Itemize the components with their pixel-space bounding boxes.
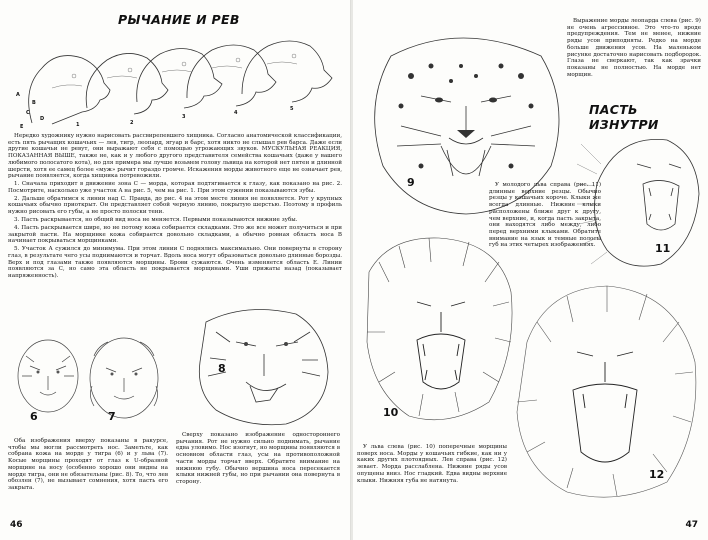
diagram-label-e: E xyxy=(20,124,24,130)
step-1-text: 1. Сначала приходит в движение зона С — морда, которая подтягивается к глазу, как показано на рис. 2. Посмотрите, насколько уже участок A на рис. 5, чем на рис. 1. При этом сужении показываются зубы. xyxy=(8,181,342,194)
caption-leopard xyxy=(567,18,701,80)
fig-number-8: 8 xyxy=(218,362,226,375)
page-heading-right: ПАСТЬ ИЗНУТРИ xyxy=(589,102,659,132)
body-text-left xyxy=(8,133,342,281)
fig-number-7: 7 xyxy=(108,410,116,423)
tiger-snarl-sketch xyxy=(186,302,336,428)
left-page xyxy=(0,0,351,540)
diagram-label-a: A xyxy=(16,92,20,98)
fig-number-9: 9 xyxy=(407,176,415,189)
stage-number-5: 5 xyxy=(290,106,294,112)
intro-paragraph: Нередко художнику нужно нарисовать рассвирепевшего хищника. Согласно анатомической классификации, есть пять рычащих кошачьих — лев, тигр, леопард, ягуар и барс, хотя никто не слышал рев барса. Даже если другие кошачьи не ревут, они выражают себя с помощью угрожающих звуков. МУСКУЛЬНАЯ РЕАКЦИЯ, ПОКАЗАННАЯ ВЫШЕ, также не, как и у любого другого представителя семейства кошачьих (даже у вашего любимого полосатого кота), но для примера мы лучше возьмем голову львица на которой нет пятен и длинной шерсти, хотя ее самец более «муж» рычит гораздо громче. Искажения морды животного еще не означает рев, рычание появляется, когда хищника потревожили. xyxy=(8,133,342,180)
fig-number-12: 12 xyxy=(649,468,665,481)
diagram-label-d: D xyxy=(40,116,45,122)
stage-number-3: 3 xyxy=(182,114,186,120)
diagram-label-b: B xyxy=(32,100,36,106)
page-heading-left: РЫЧАНИЕ И РЕВ xyxy=(118,12,240,27)
step-5-text: 5. Участок А сужился до минимума. При этом линии С поднялись максимально. Они повернуты в сторону глаз, в результате чего усы поднимаются и торчат. Вдоль носа могут образоваться довольно длинные борозды. Верх и под глазами также появляются морщины. Брови сужаются. Очень изменяется область Е. Линии появляются за С, но само эта область не покрывается морщинами. Уши прижаты назад (показывает напряженность). xyxy=(8,246,342,279)
lion-yawning-sketch xyxy=(507,282,703,506)
stage-number-1: 1 xyxy=(76,122,80,128)
diagram-label-c: C xyxy=(26,110,30,116)
step-3-text: 3. Пасть раскрывается, но общий вид носа не меняется. Первыми показываются нижние зубы. xyxy=(14,217,298,223)
caption-text-11: У молодого льва справа (рис. 11) длинные верхние резцы. Обычно резцы у кошачьих короче. Клыки же всегда длинные. Нижние клыки расположены ближе друг к другу, чем верхние, и, когда пасть закрыта, они находятся либо между, либо перед верхними клыками. Обратите внимание на язык и темные полосы губ на этих четырех изображениях. xyxy=(489,182,601,249)
caption-text-9: Выражение морды леопарда слева (рис. 9) не очень агрессивное. Это что-то вроде предупреждения. Тем не менее, нижние ряды усов приподняты. Редко на морде больше движения усов. На маленьком рисунке достаточно нарисовать подбородок. Глаза не сверкают, так как зрачки показаны не полностью. На морде нет морщин. xyxy=(567,18,701,78)
caption-text-10-12: У льва слева (рис. 10) поперечные морщины поверх носа. Морды у кошачьих гибкие, как ни у каких других плотоядных. Лев справа (рис. 12) зевает. Морда расслаблена. Нижние ряды усов опущены вниз. Нос гладкий. Едва видны верхние клыки. Нижняя губа не натянута. xyxy=(357,444,507,484)
caption-lions xyxy=(357,444,507,485)
caption-bottom-left xyxy=(8,438,168,493)
step-4-text: 4. Пасть раскрывается шире, но не потому кожа собирается складками. Это же все может получиться и при закрытой пасти. На морщинке кожа собирается довольно складками, а обычно ровная область носа B начинает покрываться морщинками. xyxy=(8,224,342,245)
fig-number-10: 10 xyxy=(383,406,399,419)
step-2-text: 2. Дальше обратимся к линии над С. Правда, до рис. 4 на этом месте линия не появляется. Рот у крупных кошачьих обычно приоткрыт. Он представляет собой черную линию, покрытую шерстью. Поэтому в профиль нужно рисовать его губы, а не просто полоски тени. xyxy=(8,195,342,216)
roaring-stages-diagram xyxy=(12,28,337,132)
caption-text-8: Сверху показано изображение одностороннего рычания. Рот не нужно сильно поднимать, рычание едва уловимо. Нос изогнут, но морщины появляются в основном области глаз, усы на противоположной части морды торчат вверх. Обратите внимание на нижнюю губу. Обычно вершина носа пересекается клыки нижней губы, но при рычании она повернута в сторону. xyxy=(176,432,340,485)
right-page xyxy=(353,0,708,540)
stage-number-2: 2 xyxy=(130,120,134,126)
caption-bottom-right xyxy=(176,432,340,487)
stage-number-4: 4 xyxy=(234,110,238,116)
lion-roaring-sketch xyxy=(359,232,519,428)
caption-text-6-7: Оба изображения вверху показаны в ракурсе, чтобы мы могли рассмотреть нос. Заметьте, как собрана кожа на морде у тигра (6) и у льва (7). Косые морщины проходят от глаз к U-образной морщине на носу (особенно хорошо они видны на морде тигра, они не обязательны (рис. 8). То, что лев обозлен (7), не вызывает сомнения, хотя пасть его закрыта. xyxy=(8,438,168,491)
fig-number-11: 11 xyxy=(655,242,671,255)
page-number-right: 47 xyxy=(685,520,698,530)
tiger-lion-sketches xyxy=(8,326,180,428)
fig-number-6: 6 xyxy=(30,410,38,423)
page-number-left: 46 xyxy=(10,520,23,530)
